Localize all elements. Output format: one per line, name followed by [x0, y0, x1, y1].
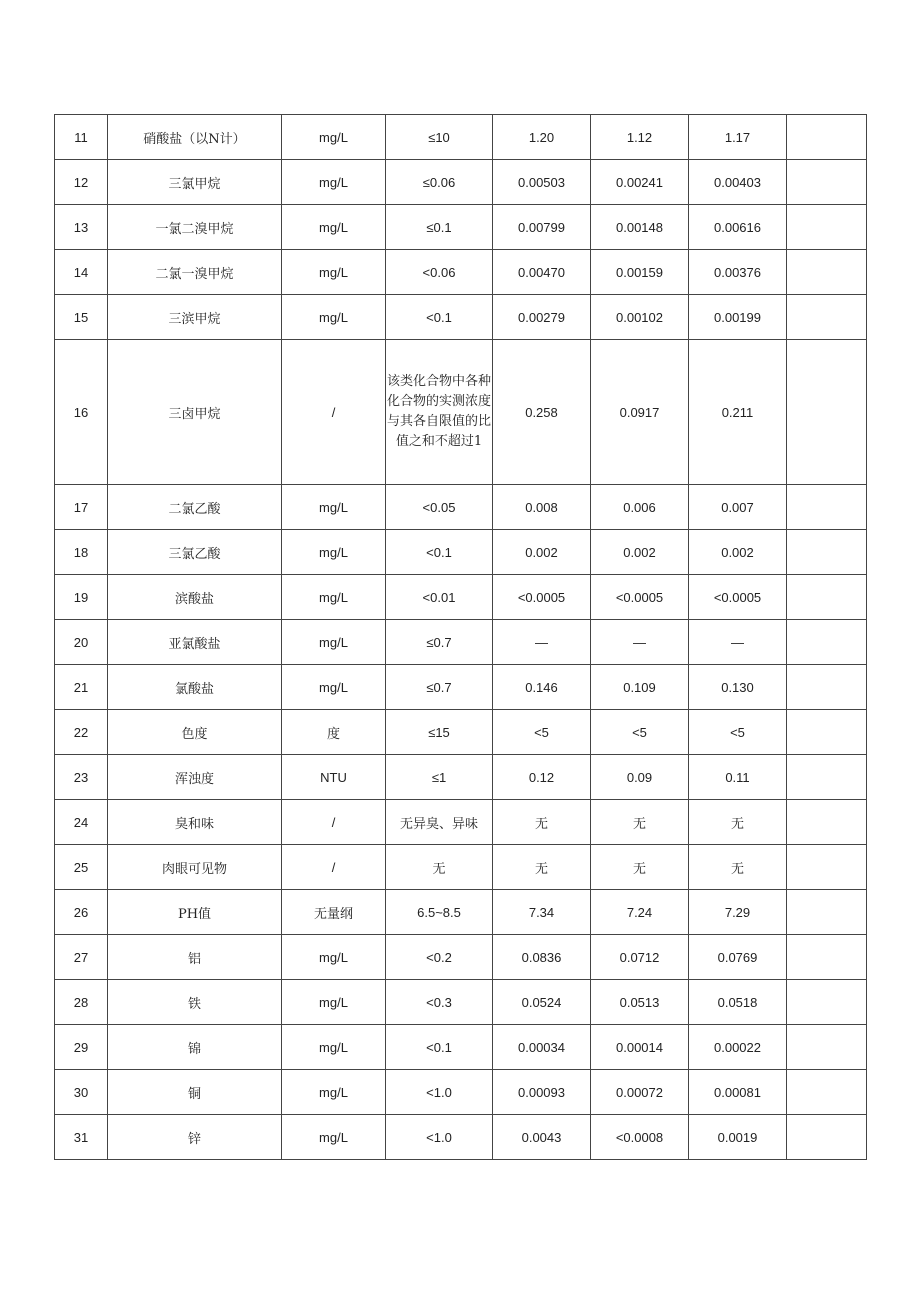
result-1-cell: 0.12: [493, 755, 591, 800]
result-1-cell: 0.00470: [493, 250, 591, 295]
row-number-cell: 22: [55, 710, 108, 755]
result-2-cell: 7.24: [591, 890, 689, 935]
table-row: [55, 340, 867, 485]
result-3-cell: 0.00616: [689, 205, 787, 250]
unit-cell: NTU: [282, 755, 386, 800]
result-3-cell: 0.0518: [689, 980, 787, 1025]
result-1-cell: 1.20: [493, 115, 591, 160]
row-number-cell: 13: [55, 205, 108, 250]
unit-cell: mg/L: [282, 935, 386, 980]
remark-cell: [787, 205, 867, 250]
remark-cell: [787, 620, 867, 665]
result-3-cell: 0.211: [689, 340, 787, 485]
table-row: [55, 485, 867, 530]
result-1-cell: 7.34: [493, 890, 591, 935]
result-3-cell: 0.00199: [689, 295, 787, 340]
result-1-cell: —: [493, 620, 591, 665]
table-row: [55, 665, 867, 710]
row-number-cell: 29: [55, 1025, 108, 1070]
item-name-cell: 铜: [108, 1070, 282, 1115]
remark-cell: [787, 530, 867, 575]
table-row: [55, 295, 867, 340]
row-number-cell: 16: [55, 340, 108, 485]
item-name-cell: 三氯乙酸: [108, 530, 282, 575]
remark-cell: [787, 575, 867, 620]
row-number-cell: 12: [55, 160, 108, 205]
limit-value-cell: ≤0.1: [386, 205, 493, 250]
result-2-cell: 0.09: [591, 755, 689, 800]
result-3-cell: 0.00081: [689, 1070, 787, 1115]
item-name-cell: 臭和味: [108, 800, 282, 845]
result-3-cell: 7.29: [689, 890, 787, 935]
table-row: [55, 935, 867, 980]
limit-value-cell: <0.01: [386, 575, 493, 620]
item-name-cell: 硝酸盐（以N计）: [108, 115, 282, 160]
result-1-cell: 0.0836: [493, 935, 591, 980]
result-2-cell: 0.00014: [591, 1025, 689, 1070]
result-3-cell: 0.00403: [689, 160, 787, 205]
result-3-cell: 0.00022: [689, 1025, 787, 1070]
row-number-cell: 11: [55, 115, 108, 160]
result-3-cell: 0.11: [689, 755, 787, 800]
limit-value-cell: ≤1: [386, 755, 493, 800]
unit-cell: mg/L: [282, 115, 386, 160]
remark-cell: [787, 980, 867, 1025]
remark-cell: [787, 340, 867, 485]
result-1-cell: 0.0043: [493, 1115, 591, 1160]
table-row: [55, 1070, 867, 1115]
unit-cell: mg/L: [282, 1115, 386, 1160]
unit-cell: mg/L: [282, 1025, 386, 1070]
result-3-cell: 0.0769: [689, 935, 787, 980]
unit-cell: mg/L: [282, 575, 386, 620]
limit-value-cell: <1.0: [386, 1070, 493, 1115]
result-1-cell: 无: [493, 845, 591, 890]
remark-cell: [787, 295, 867, 340]
unit-cell: mg/L: [282, 980, 386, 1025]
remark-cell: [787, 755, 867, 800]
remark-cell: [787, 485, 867, 530]
table-row: [55, 890, 867, 935]
row-number-cell: 26: [55, 890, 108, 935]
table-row: [55, 160, 867, 205]
result-2-cell: 0.109: [591, 665, 689, 710]
result-2-cell: 0.002: [591, 530, 689, 575]
limit-value-cell: ≤15: [386, 710, 493, 755]
limit-value-cell: 无: [386, 845, 493, 890]
table-row: [55, 800, 867, 845]
row-number-cell: 28: [55, 980, 108, 1025]
remark-cell: [787, 115, 867, 160]
item-name-cell: 铁: [108, 980, 282, 1025]
table-body: [55, 115, 867, 1160]
unit-cell: mg/L: [282, 205, 386, 250]
unit-cell: /: [282, 340, 386, 485]
result-1-cell: <5: [493, 710, 591, 755]
result-1-cell: 0.00093: [493, 1070, 591, 1115]
unit-cell: mg/L: [282, 295, 386, 340]
row-number-cell: 15: [55, 295, 108, 340]
result-2-cell: 0.00102: [591, 295, 689, 340]
item-name-cell: 肉眼可见物: [108, 845, 282, 890]
result-1-cell: 0.00503: [493, 160, 591, 205]
result-3-cell: 0.00376: [689, 250, 787, 295]
result-3-cell: 0.007: [689, 485, 787, 530]
row-number-cell: 17: [55, 485, 108, 530]
result-2-cell: 0.00159: [591, 250, 689, 295]
unit-cell: /: [282, 845, 386, 890]
limit-value-cell: 6.5~8.5: [386, 890, 493, 935]
remark-cell: [787, 935, 867, 980]
table-row: [55, 205, 867, 250]
result-2-cell: 无: [591, 845, 689, 890]
item-name-cell: PH值: [108, 890, 282, 935]
result-2-cell: 0.0513: [591, 980, 689, 1025]
result-1-cell: 0.146: [493, 665, 591, 710]
table-row: [55, 575, 867, 620]
row-number-cell: 30: [55, 1070, 108, 1115]
table-row: [55, 1115, 867, 1160]
item-name-cell: 铝: [108, 935, 282, 980]
remark-cell: [787, 845, 867, 890]
remark-cell: [787, 665, 867, 710]
result-1-cell: <0.0005: [493, 575, 591, 620]
row-number-cell: 23: [55, 755, 108, 800]
unit-cell: /: [282, 800, 386, 845]
result-2-cell: 1.12: [591, 115, 689, 160]
result-1-cell: 0.008: [493, 485, 591, 530]
unit-cell: 无量纲: [282, 890, 386, 935]
result-1-cell: 0.00034: [493, 1025, 591, 1070]
result-3-cell: 0.002: [689, 530, 787, 575]
result-2-cell: 0.0917: [591, 340, 689, 485]
row-number-cell: 24: [55, 800, 108, 845]
limit-value-cell: ≤0.7: [386, 665, 493, 710]
limit-value-cell: ≤10: [386, 115, 493, 160]
limit-value-cell: <0.05: [386, 485, 493, 530]
remark-cell: [787, 250, 867, 295]
remark-cell: [787, 710, 867, 755]
result-2-cell: <0.0005: [591, 575, 689, 620]
item-name-cell: 亚氯酸盐: [108, 620, 282, 665]
row-number-cell: 14: [55, 250, 108, 295]
unit-cell: mg/L: [282, 665, 386, 710]
result-2-cell: —: [591, 620, 689, 665]
result-2-cell: <5: [591, 710, 689, 755]
result-1-cell: 0.00279: [493, 295, 591, 340]
result-2-cell: 无: [591, 800, 689, 845]
item-name-cell: 滨酸盐: [108, 575, 282, 620]
limit-value-cell: <0.1: [386, 530, 493, 575]
item-name-cell: 一氯二溴甲烷: [108, 205, 282, 250]
unit-cell: mg/L: [282, 485, 386, 530]
unit-cell: mg/L: [282, 1070, 386, 1115]
remark-cell: [787, 800, 867, 845]
limit-value-cell: <0.2: [386, 935, 493, 980]
item-name-cell: 浑浊度: [108, 755, 282, 800]
result-2-cell: 0.00148: [591, 205, 689, 250]
unit-cell: 度: [282, 710, 386, 755]
remark-cell: [787, 1070, 867, 1115]
limit-value-cell: <0.1: [386, 1025, 493, 1070]
result-1-cell: 0.002: [493, 530, 591, 575]
remark-cell: [787, 1025, 867, 1070]
limit-value-cell: ≤0.7: [386, 620, 493, 665]
limit-value-cell: <0.3: [386, 980, 493, 1025]
row-number-cell: 31: [55, 1115, 108, 1160]
result-1-cell: 0.0524: [493, 980, 591, 1025]
result-3-cell: <5: [689, 710, 787, 755]
unit-cell: mg/L: [282, 160, 386, 205]
table-row: [55, 530, 867, 575]
table-row: [55, 115, 867, 160]
result-3-cell: 无: [689, 800, 787, 845]
table-row: [55, 1025, 867, 1070]
row-number-cell: 21: [55, 665, 108, 710]
result-3-cell: 0.0019: [689, 1115, 787, 1160]
result-1-cell: 0.258: [493, 340, 591, 485]
row-number-cell: 25: [55, 845, 108, 890]
limit-value-cell: 无异臭、异味: [386, 800, 493, 845]
row-number-cell: 19: [55, 575, 108, 620]
row-number-cell: 18: [55, 530, 108, 575]
result-1-cell: 无: [493, 800, 591, 845]
water-quality-table: [54, 114, 867, 1160]
result-3-cell: <0.0005: [689, 575, 787, 620]
limit-value-cell: <0.06: [386, 250, 493, 295]
table-row: [55, 755, 867, 800]
table-row: [55, 250, 867, 295]
result-2-cell: 0.00072: [591, 1070, 689, 1115]
row-number-cell: 20: [55, 620, 108, 665]
result-2-cell: 0.006: [591, 485, 689, 530]
limit-value-cell: ≤0.06: [386, 160, 493, 205]
unit-cell: mg/L: [282, 250, 386, 295]
item-name-cell: 色度: [108, 710, 282, 755]
result-3-cell: 无: [689, 845, 787, 890]
item-name-cell: 三氯甲烷: [108, 160, 282, 205]
item-name-cell: 氯酸盐: [108, 665, 282, 710]
result-2-cell: 0.00241: [591, 160, 689, 205]
item-name-cell: 三卤甲烷: [108, 340, 282, 485]
item-name-cell: 二氯一溴甲烷: [108, 250, 282, 295]
item-name-cell: 锦: [108, 1025, 282, 1070]
row-number-cell: 27: [55, 935, 108, 980]
item-name-cell: 锌: [108, 1115, 282, 1160]
unit-cell: mg/L: [282, 530, 386, 575]
result-3-cell: 0.130: [689, 665, 787, 710]
remark-cell: [787, 890, 867, 935]
unit-cell: mg/L: [282, 620, 386, 665]
result-2-cell: <0.0008: [591, 1115, 689, 1160]
table-row: [55, 620, 867, 665]
table-row: [55, 710, 867, 755]
limit-value-cell: <1.0: [386, 1115, 493, 1160]
limit-value-cell: 该类化合物中各种化合物的实测浓度与其各自限值的比值之和不超过1: [386, 340, 493, 485]
result-1-cell: 0.00799: [493, 205, 591, 250]
table-row: [55, 845, 867, 890]
result-3-cell: —: [689, 620, 787, 665]
remark-cell: [787, 160, 867, 205]
remark-cell: [787, 1115, 867, 1160]
result-2-cell: 0.0712: [591, 935, 689, 980]
item-name-cell: 二氯乙酸: [108, 485, 282, 530]
table-row: [55, 980, 867, 1025]
limit-value-cell: <0.1: [386, 295, 493, 340]
item-name-cell: 三滨甲烷: [108, 295, 282, 340]
result-3-cell: 1.17: [689, 115, 787, 160]
